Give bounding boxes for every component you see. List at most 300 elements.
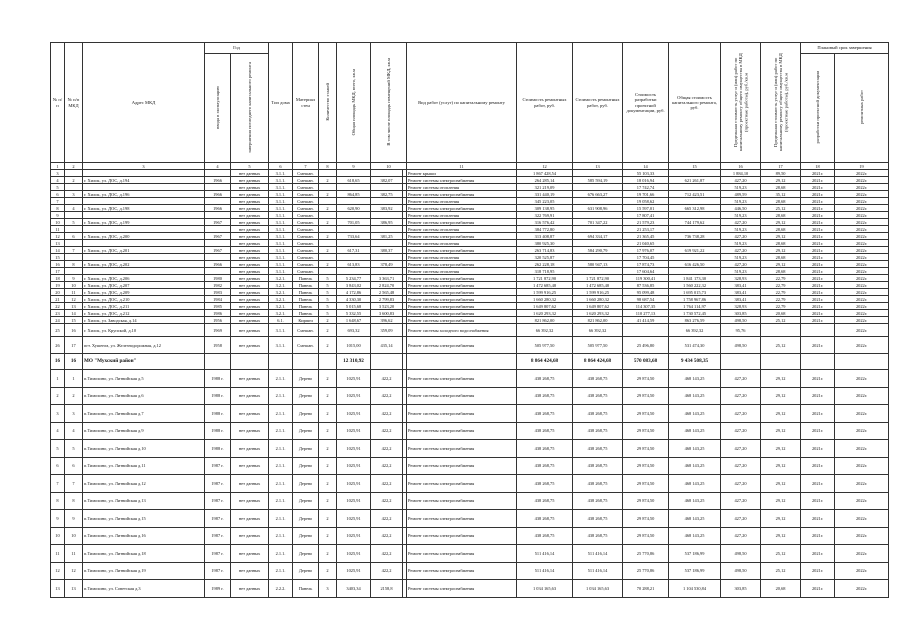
cell-house-type: 2.1.1. [269,457,293,475]
cell-floors: 2 [319,510,337,528]
cell-premises-area: 422,2 [371,527,403,545]
cell-design-deadline: 2021г. [801,177,835,184]
table-row [51,580,889,598]
cell-last-repair-year: нет данных [231,317,269,324]
cell-works-deadline: 2022г. [835,268,889,275]
cell-work-type: Ремонт системы электроснабжения [407,422,517,440]
table-row [51,268,889,275]
table-row [51,562,889,580]
cell-repair-cost-total: 1 599 916,25 [573,289,623,296]
cell-repair-cost: 322 769,91 [517,212,573,219]
cell-premises-area: 3 600,83 [371,310,403,317]
cell-total-cost: 468 143,25 [669,457,721,475]
cell-premises-area: 381,25 [371,233,403,240]
cell-row-number: 3 [51,170,65,177]
cell-house-type: 3.2.1. [269,289,293,296]
cell-total-area: 1025,91 [337,562,371,580]
cell-design-deadline: 2021г. [801,275,835,282]
cell-repair-cost: 316 576,42 [517,219,573,226]
cell-design-deadline: 2021г. [801,317,835,324]
capital-repair-register-table [50,42,889,598]
cell-repair-cost-total: 438 268,75 [573,440,623,458]
cell-work-type: Ремонт системы электроснабжения [407,510,517,528]
cell-repair-cost: 438 268,75 [517,422,573,440]
cell-last-repair-year: нет данных [231,422,269,440]
table-row [51,170,889,177]
cell-address: п.Тимохино, ул. Советская д.3 [83,580,205,598]
cell-design-deadline: 2021г. [801,296,835,303]
cell-row-number: 5 [51,440,65,458]
cell-wall-material: Смешан. [293,198,319,205]
cell-address: г. Хилок, ул. ДОС, д.210 [83,296,205,303]
cell-last-repair-year: нет данных [231,324,269,337]
cell-total-cost: 744 179,62 [669,219,721,226]
cell-repair-cost: 438 268,75 [517,527,573,545]
cell-limit-cost-1: 519,23 [721,184,761,191]
cell-repair-cost: 384 772,80 [517,226,573,233]
cell-floors: 2 [319,440,337,458]
cell-limit-cost-1: 328,93 [721,303,761,310]
cell-wall-material: Смешан. [293,324,319,337]
header-premises-area: В том числе площадь помещений МКД, кв.м [371,43,407,163]
cell-commission-year: 1988 г. [205,405,231,423]
cell-last-repair-year: нет данных [231,527,269,545]
cell-total-cost: 1 758 967,86 [669,296,721,303]
cell-work-type: Ремонт системы отопления [407,198,517,205]
cell-design-deadline: 2021г. [801,282,835,289]
cell-floors: 2 [319,387,337,405]
cell-wall-material: Дерево [293,370,319,388]
cell-total-cost: 468 143,25 [669,440,721,458]
cell-total-cost: 468 143,25 [669,387,721,405]
cell-last-repair-year: нет данных [231,387,269,405]
cell-floors: 2 [319,205,337,212]
cell-house-type: 3.1.1. [269,205,293,212]
cell-commission-year [205,354,231,370]
cell-limit-cost-2: 28,68 [761,184,801,191]
cell-house-type: 3.1.1. [269,254,293,261]
cell-wall-material: Панель [293,296,319,303]
cell-limit-cost-1: 328,93 [721,275,761,282]
cell-mkd-number: 14 [65,310,83,317]
cell-commission-year: 1988 г. [205,370,231,388]
cell-works-deadline: 2022г. [835,254,889,261]
cell-floors: 2 [319,177,337,184]
cell-limit-cost-2 [761,324,801,337]
cell-house-type: 3.1.1. [269,212,293,219]
cell-design-cost: 70 288,21 [623,580,669,598]
cell-total-area: 1025,91 [337,457,371,475]
cell-design-cost: 570 083,68 [623,354,669,370]
cell-work-type: Ремонт системы электроснабжения [407,275,517,282]
cell-mkd-number [65,184,83,191]
cell-last-repair-year: нет данных [231,184,269,191]
cell-limit-cost-2: 25,12 [761,205,801,212]
header-work-type: Вид работ (услуг) по капитальному ремонту [407,43,517,163]
cell-wall-material: Дерево [293,387,319,405]
cell-address: г. Хилок, ул. ДОС, д.199 [83,219,205,226]
cell-mkd-number: 11 [65,289,83,296]
cell-total-cost: 468 143,25 [669,422,721,440]
cell-mkd-number: 3 [65,405,83,423]
cell-address: п.Тимохино, ул. Литвийская д.7 [83,405,205,423]
table-row [51,212,889,219]
cell-total-area [337,198,371,205]
cell-works-deadline: 2022г. [835,317,889,324]
cell-total-area: 1025,91 [337,405,371,423]
cell-repair-cost-total: 1 620 293,32 [573,310,623,317]
cell-total-cost [669,212,721,219]
cell-repair-cost: 331 440,19 [517,191,573,198]
cell-design-cost: 29 874,50 [623,405,669,423]
cell-premises-area: 422,2 [371,562,403,580]
cell-mkd-number: 6 [65,457,83,475]
cell-address: г. Хилок, ул. ДОС, д.194 [83,177,205,184]
cell-house-type: 3.2.1. [269,282,293,289]
cell-last-repair-year: нет данных [231,275,269,282]
cell-wall-material: Дерево [293,510,319,528]
cell-wall-material: Панель [293,275,319,282]
cell-work-type: Ремонт системы электроснабжения [407,370,517,388]
cell-wall-material: Смешан. [293,254,319,261]
column-number-cell: 8 [319,163,337,170]
cell-repair-cost-total: 505 977,50 [573,337,623,354]
cell-mkd-number: 9 [65,275,83,282]
cell-commission-year: 1966 [205,205,231,212]
cell-row-number: 9 [51,212,65,219]
cell-row-number: 24 [51,317,65,324]
table-row [51,337,889,354]
cell-commission-year [205,170,231,177]
cell-limit-cost-2: 25,12 [761,337,801,354]
cell-repair-cost: 438 268,75 [517,457,573,475]
cell-commission-year [205,268,231,275]
cell-commission-year: 1988 г. [205,422,231,440]
cell-address: г. Хилок, ул. ДОС, д.202 [83,261,205,268]
cell-wall-material: Смешан. [293,205,319,212]
header-last-repair-year: завершения последнего капитального ремонта [231,54,269,163]
cell-total-cost: 1 841 173,30 [669,275,721,282]
cell-mkd-number: 4 [65,205,83,212]
cell-repair-cost: 1 721 872,90 [517,275,573,282]
cell-commission-year: 1966 [205,177,231,184]
cell-wall-material: Смешан. [293,212,319,219]
cell-premises-area [371,254,403,261]
cell-mkd-number: 13 [65,303,83,310]
cell-premises-area: 378,49 [371,261,403,268]
cell-work-type: Ремонт системы электроснабжения [407,289,517,296]
cell-last-repair-year: нет данных [231,254,269,261]
cell-wall-material [293,354,319,370]
cell-limit-cost-1: 303,85 [721,310,761,317]
table-row [51,405,889,423]
cell-repair-cost: 262 228,18 [517,261,573,268]
cell-last-repair-year: нет данных [231,440,269,458]
cell-total-area: 693,32 [337,324,371,337]
cell-limit-cost-1: 427,20 [721,370,761,388]
cell-limit-cost-1: 427,20 [721,440,761,458]
column-number-cell: 19 [835,163,889,170]
cell-limit-cost-2: 29,12 [761,247,801,254]
cell-work-type: Ремонт системы электроснабжения [407,492,517,510]
cell-limit-cost-1: 383,41 [721,296,761,303]
cell-premises-area: 422,2 [371,457,403,475]
cell-row-number: 22 [51,303,65,310]
cell-row-number: 9 [51,510,65,528]
cell-repair-cost-total: 511 416,14 [573,545,623,563]
cell-total-area: 1025,91 [337,545,371,563]
cell-repair-cost-total: 438 268,75 [573,457,623,475]
cell-row-number: 8 [51,492,65,510]
table-row [51,475,889,493]
cell-floors [319,354,337,370]
cell-floors: 2 [319,370,337,388]
cell-floors [319,170,337,177]
cell-limit-cost-2: 29,12 [761,387,801,405]
cell-design-cost: 119 300,41 [623,275,669,282]
header-repair-cost: Стоимость ремонтных работ, руб. [517,43,573,163]
column-number-cell: 6 [269,163,293,170]
cell-repair-cost: 320 525,87 [517,254,573,261]
cell-commission-year: 1982 [205,282,231,289]
cell-last-repair-year: нет данных [231,219,269,226]
cell-commission-year: 1989 г. [205,580,231,598]
cell-premises-area: 422,2 [371,440,403,458]
cell-last-repair-year: нет данных [231,303,269,310]
cell-mkd-number: 2 [65,387,83,405]
cell-design-cost: 29 874,50 [623,510,669,528]
cell-design-deadline: 2021г. [801,233,835,240]
cell-commission-year: 1987 г. [205,457,231,475]
cell-limit-cost-2: 25,12 [761,545,801,563]
cell-design-deadline: 2021г. [801,545,835,563]
cell-commission-year [205,212,231,219]
cell-mkd-number: 2 [65,177,83,184]
table-row [51,457,889,475]
cell-work-type: Ремонт системы электроснабжения [407,527,517,545]
cell-mkd-number: 10 [65,282,83,289]
cell-premises-area: 2158,8 [371,580,403,598]
cell-total-area: 1015,00 [337,337,371,354]
cell-limit-cost-1: 427,20 [721,177,761,184]
cell-design-cost: 29 874,50 [623,475,669,493]
cell-commission-year: 1958 [205,337,231,354]
cell-mkd-number [65,240,83,247]
cell-wall-material: Смешан. [293,233,319,240]
cell-house-type: 2.2.2. [269,580,293,598]
cell-design-deadline: 2021г. [801,170,835,177]
cell-total-cost: 1 695 015,73 [669,289,721,296]
cell-design-cost: 29 874,50 [623,387,669,405]
cell-wall-material: Дерево [293,562,319,580]
cell-last-repair-year: нет данных [231,457,269,475]
cell-design-cost: 17 604,64 [623,268,669,275]
table-row [51,387,889,405]
cell-row-number: 18 [51,275,65,282]
cell-limit-cost-2: 20,68 [761,310,801,317]
cell-limit-cost-1: 95,76 [721,324,761,337]
table-row [51,324,889,337]
cell-works-deadline: 2022г. [835,191,889,198]
cell-row-number: 3 [51,405,65,423]
cell-limit-cost-2: 22,79 [761,275,801,282]
cell-wall-material: Смешан. [293,184,319,191]
cell-last-repair-year: нет данных [231,226,269,233]
cell-address: п.Тимохино, ул. Литвийская д.12 [83,475,205,493]
column-number-cell: 7 [293,163,319,170]
cell-address: п.Тимохино, ул. Литвийская д.10 [83,440,205,458]
cell-work-type: Ремонт системы электроснабжения [407,233,517,240]
cell-premises-area: 2 824,70 [371,282,403,289]
cell-repair-cost: 438 268,75 [517,475,573,493]
cell-address: г. Хилок, ул. ДОС, д.206 [83,275,205,282]
cell-premises-area: 382,07 [371,177,403,184]
cell-total-area [337,226,371,233]
cell-work-type: Ремонт системы электроснабжения [407,457,517,475]
column-number-cell: 13 [573,163,623,170]
cell-total-area: 1025,91 [337,475,371,493]
cell-work-type: Ремонт системы отопления [407,240,517,247]
cell-repair-cost-total: 585 594,19 [573,177,623,184]
cell-address [83,268,205,275]
cell-mkd-number: 16 [65,354,83,370]
header-repair-cost-2: Стоимость ремонтных работ, руб. [573,43,623,163]
cell-address [83,226,205,233]
cell-wall-material: Дерево [293,440,319,458]
cell-last-repair-year [231,354,269,370]
cell-wall-material: Панель [293,310,319,317]
cell-works-deadline: 2022г. [835,261,889,268]
cell-limit-cost-2: 29,12 [761,177,801,184]
cell-repair-cost: 66 392,32 [517,324,573,337]
cell-last-repair-year: нет данных [231,240,269,247]
cell-design-deadline: 2021г. [801,212,835,219]
cell-wall-material: Дерево [293,405,319,423]
cell-address [83,198,205,205]
cell-design-cost: 25 770,86 [623,545,669,563]
cell-house-type: 2.1.1. [269,475,293,493]
cell-last-repair-year: нет данных [231,337,269,354]
cell-last-repair-year: нет данных [231,170,269,177]
cell-limit-cost-2: 28,68 [761,240,801,247]
register-table-container [50,42,884,598]
cell-total-cost: 736 738,28 [669,233,721,240]
cell-limit-cost-1: 427,20 [721,492,761,510]
cell-wall-material: Панель [293,289,319,296]
cell-design-cost: 29 874,50 [623,370,669,388]
cell-repair-cost: 380 925,30 [517,240,573,247]
column-number-cell: 11 [407,163,517,170]
cell-commission-year [205,240,231,247]
cell-floors [319,184,337,191]
cell-design-cost: 29 874,50 [623,527,669,545]
cell-limit-cost-1: 519,23 [721,268,761,275]
header-address: Адрес МКД [83,43,205,163]
cell-total-area [337,268,371,275]
cell-repair-cost-total: 1 721 872,90 [573,275,623,282]
cell-wall-material: Дерево [293,422,319,440]
cell-row-number: 26 [51,337,65,354]
cell-last-repair-year: нет данных [231,289,269,296]
cell-limit-cost-1: 427,20 [721,510,761,528]
cell-total-cost: 1 730 572,45 [669,310,721,317]
cell-works-deadline: 2022г. [835,370,889,388]
cell-total-area [337,254,371,261]
cell-wall-material: Панель [293,580,319,598]
cell-address [83,170,205,177]
cell-limit-cost-1: 498,50 [721,317,761,324]
cell-work-type: Ремонт системы электроснабжения [407,405,517,423]
cell-limit-cost-1: 519,23 [721,254,761,261]
cell-limit-cost-1: 427,20 [721,405,761,423]
cell-wall-material: Смешан. [293,240,319,247]
cell-limit-cost-2: 29,12 [761,370,801,388]
cell-total-cost: 468 143,25 [669,475,721,493]
cell-total-cost: 468 143,25 [669,527,721,545]
cell-floors: 2 [319,527,337,545]
cell-commission-year: 1987 г. [205,562,231,580]
cell-last-repair-year: нет данных [231,247,269,254]
cell-total-area: 1025,91 [337,440,371,458]
cell-last-repair-year: нет данных [231,562,269,580]
cell-house-type: 6.1. [269,317,293,324]
cell-last-repair-year: нет данных [231,510,269,528]
cell-total-area: 864,85 [337,191,371,198]
table-row [51,422,889,440]
cell-design-cost: 17 742,74 [623,184,669,191]
cell-work-type: Ремонт системы электроснабжения [407,387,517,405]
table-row [51,261,889,268]
cell-mkd-number: 1 [65,370,83,388]
cell-row-number: 6 [51,457,65,475]
cell-limit-cost-2: 28,68 [761,254,801,261]
cell-address: п.Тимохино, ул. Литвийская д.5 [83,370,205,388]
header-works-deadline: ремонтных работ [835,54,889,163]
table-row [51,205,889,212]
cell-limit-cost-1: 427,20 [721,527,761,545]
cell-limit-cost-2: 29,12 [761,422,801,440]
cell-row-number: 13 [51,580,65,598]
cell-total-area: 12 310,92 [337,354,371,370]
cell-floors [319,240,337,247]
cell-premises-area: 3 523,20 [371,303,403,310]
cell-total-cost: 531 474,30 [669,337,721,354]
cell-total-cost: 468 143,25 [669,492,721,510]
cell-house-type: 3.1.1. [269,198,293,205]
cell-row-number: 15 [51,254,65,261]
cell-mkd-number: 13 [65,580,83,598]
cell-total-cost [669,170,721,177]
cell-works-deadline: 2022г. [835,405,889,423]
cell-premises-area: 422,2 [371,405,403,423]
cell-works-deadline: 2022г. [835,282,889,289]
cell-limit-cost-1: 427,20 [721,219,761,226]
cell-limit-cost-1 [721,354,761,370]
cell-address: г. Хилок, ул. Крупской, д.10 [83,324,205,337]
cell-design-deadline: 2021г. [801,422,835,440]
cell-last-repair-year: нет данных [231,310,269,317]
cell-limit-cost-2: 35,12 [761,191,801,198]
cell-commission-year: 1956 [205,317,231,324]
cell-repair-cost-total: 438 268,75 [573,405,623,423]
cell-last-repair-year: нет данных [231,296,269,303]
cell-last-repair-year: нет данных [231,370,269,388]
cell-premises-area: 422,2 [371,510,403,528]
cell-wall-material: Смешан. [293,268,319,275]
cell-commission-year: 1988 г. [205,440,231,458]
cell-limit-cost-1: 498,50 [721,545,761,563]
cell-commission-year: 1987 г. [205,475,231,493]
